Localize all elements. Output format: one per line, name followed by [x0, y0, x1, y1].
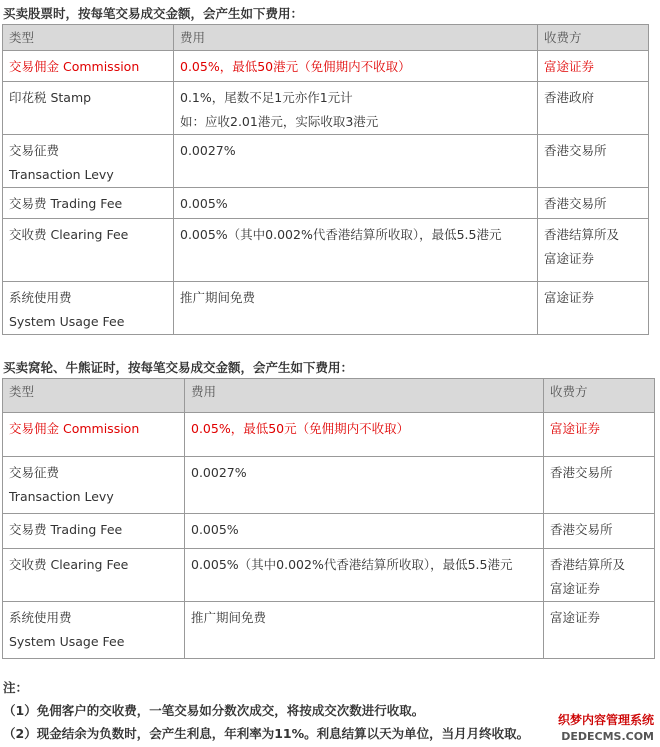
table-header-row — [3, 379, 655, 413]
cell-fee — [174, 82, 538, 135]
table-row — [3, 188, 649, 219]
cell-type — [3, 135, 174, 188]
cell-type-line: 系统使用费 — [9, 290, 72, 305]
cell-fee-line: 0.005%（其中0.002%代香港结算所收取），最低5.5港元 — [191, 557, 513, 572]
cell-fee — [174, 51, 538, 82]
cell-fee-line: 0.0027% — [191, 465, 247, 480]
section1-heading: 买卖股票时，按每笔交易成交金额，会产生如下费用： — [3, 6, 304, 21]
cell-payer-line: 富途证券 — [544, 290, 595, 305]
cell-type — [3, 549, 185, 602]
table-header-row — [3, 25, 649, 51]
cell-payer-line: 香港交易所 — [550, 465, 613, 480]
cell-payer-line: 香港政府 — [544, 90, 595, 105]
cell-payer-line: 富途证券 — [544, 59, 595, 74]
stock-fee-table — [2, 24, 649, 335]
cell-type-line: System Usage Fee — [9, 634, 125, 649]
section2-heading: 买卖窝轮、牛熊证时，按每笔交易成交金额，会产生如下费用： — [3, 360, 354, 375]
cell-type-line: 交收费 Clearing Fee — [9, 557, 129, 572]
warrant-fee-table-body — [3, 379, 655, 659]
cell-payer-line: 富途证券 — [544, 251, 595, 266]
note-item-1: （1）免佣客户的交收费，一笔交易如分数次成交，将按成交次数进行收取。 — [3, 703, 425, 718]
header-payer: 收费方 — [544, 379, 655, 413]
header-payer: 收费方 — [538, 25, 649, 51]
cell-payer-line: 香港交易所 — [544, 143, 607, 158]
cell-fee-line: 0.0027% — [180, 143, 236, 158]
header-fee: 费用 — [185, 379, 544, 413]
cell-type-line: 系统使用费 — [9, 610, 72, 625]
table-row — [3, 82, 649, 135]
cell-fee-line: 0.1%，尾数不足1元亦作1元计 — [180, 90, 353, 105]
cell-payer — [538, 82, 649, 135]
cell-type-line: 交易征费 — [9, 143, 60, 158]
cell-fee — [185, 549, 544, 602]
table-row — [3, 457, 655, 514]
cell-type — [3, 188, 174, 219]
header-type: 类型 — [3, 379, 185, 413]
cell-type-line: 交易佣金 Commission — [9, 59, 140, 74]
cell-fee — [174, 282, 538, 335]
cell-fee-line: 如：应收2.01港元，实际收取3港元 — [180, 114, 379, 129]
cell-fee — [185, 457, 544, 514]
cell-fee-line: 0.05%，最低50元（免佣期内不收取） — [191, 421, 410, 436]
watermark — [556, 711, 656, 743]
cell-type — [3, 51, 174, 82]
cell-payer — [538, 219, 649, 282]
cell-payer — [544, 549, 655, 602]
cell-type-line: System Usage Fee — [9, 314, 125, 329]
table-row — [3, 51, 649, 82]
header-fee: 费用 — [174, 25, 538, 51]
cell-type-line: 印花税 Stamp — [9, 90, 92, 105]
cell-type — [3, 457, 185, 514]
cell-type-line: 交易佣金 Commission — [9, 421, 140, 436]
stock-fee-table-body — [3, 25, 649, 335]
cell-payer-line: 富途证券 — [550, 581, 601, 596]
cell-fee-line: 0.005% — [191, 522, 239, 537]
cell-payer — [544, 514, 655, 549]
table-row — [3, 413, 655, 457]
warrant-fee-table — [2, 378, 655, 659]
note-item-2: （2）现金结余为负数时，会产生利息，年利率为11%。利息结算以天为单位，当月月终收取。 — [3, 726, 530, 741]
cell-fee-line: 0.05%，最低50港元（免佣期内不收取） — [180, 59, 411, 74]
cell-fee — [174, 188, 538, 219]
cell-payer — [538, 135, 649, 188]
notes-title: 注： — [3, 680, 29, 695]
cell-fee — [174, 219, 538, 282]
table-row — [3, 514, 655, 549]
header-type: 类型 — [3, 25, 174, 51]
cell-type-line: 交收费 Clearing Fee — [9, 227, 129, 242]
table-row — [3, 135, 649, 188]
cell-type — [3, 413, 185, 457]
cell-type-line: 交易费 Trading Fee — [9, 196, 123, 211]
table-row — [3, 219, 649, 282]
cell-payer-line: 香港结算所及 — [544, 227, 620, 242]
cell-fee-line: 0.005% — [180, 196, 228, 211]
cell-type-line: Transaction Levy — [9, 489, 114, 504]
table-row — [3, 282, 649, 335]
table-row — [3, 549, 655, 602]
cell-type — [3, 219, 174, 282]
cell-type — [3, 514, 185, 549]
cell-payer — [538, 51, 649, 82]
cell-payer — [538, 282, 649, 335]
cell-fee — [185, 602, 544, 659]
cell-fee — [185, 413, 544, 457]
cell-payer — [544, 602, 655, 659]
cell-fee-line: 0.005%（其中0.002%代香港结算所收取），最低5.5港元 — [180, 227, 502, 242]
cell-payer — [544, 413, 655, 457]
cell-type-line: 交易征费 — [9, 465, 60, 480]
table-row — [3, 602, 655, 659]
cell-type — [3, 602, 185, 659]
cell-payer-line: 香港交易所 — [544, 196, 607, 211]
cell-payer-line: 香港结算所及 — [550, 557, 626, 572]
cell-fee-line: 推广期间免费 — [191, 610, 267, 625]
cell-fee — [174, 135, 538, 188]
cell-payer-line: 富途证券 — [550, 421, 601, 436]
cell-payer-line: 香港交易所 — [550, 522, 613, 537]
cell-type — [3, 82, 174, 135]
watermark-en: DEDECMS.COM — [556, 730, 656, 743]
cell-payer — [544, 457, 655, 514]
cell-type-line: 交易费 Trading Fee — [9, 522, 123, 537]
watermark-cn: 织梦内容管理系统 — [557, 713, 654, 727]
cell-type-line: Transaction Levy — [9, 167, 114, 182]
cell-fee — [185, 514, 544, 549]
cell-payer — [538, 188, 649, 219]
cell-type — [3, 282, 174, 335]
cell-fee-line: 推广期间免费 — [180, 290, 256, 305]
cell-payer-line: 富途证券 — [550, 610, 601, 625]
